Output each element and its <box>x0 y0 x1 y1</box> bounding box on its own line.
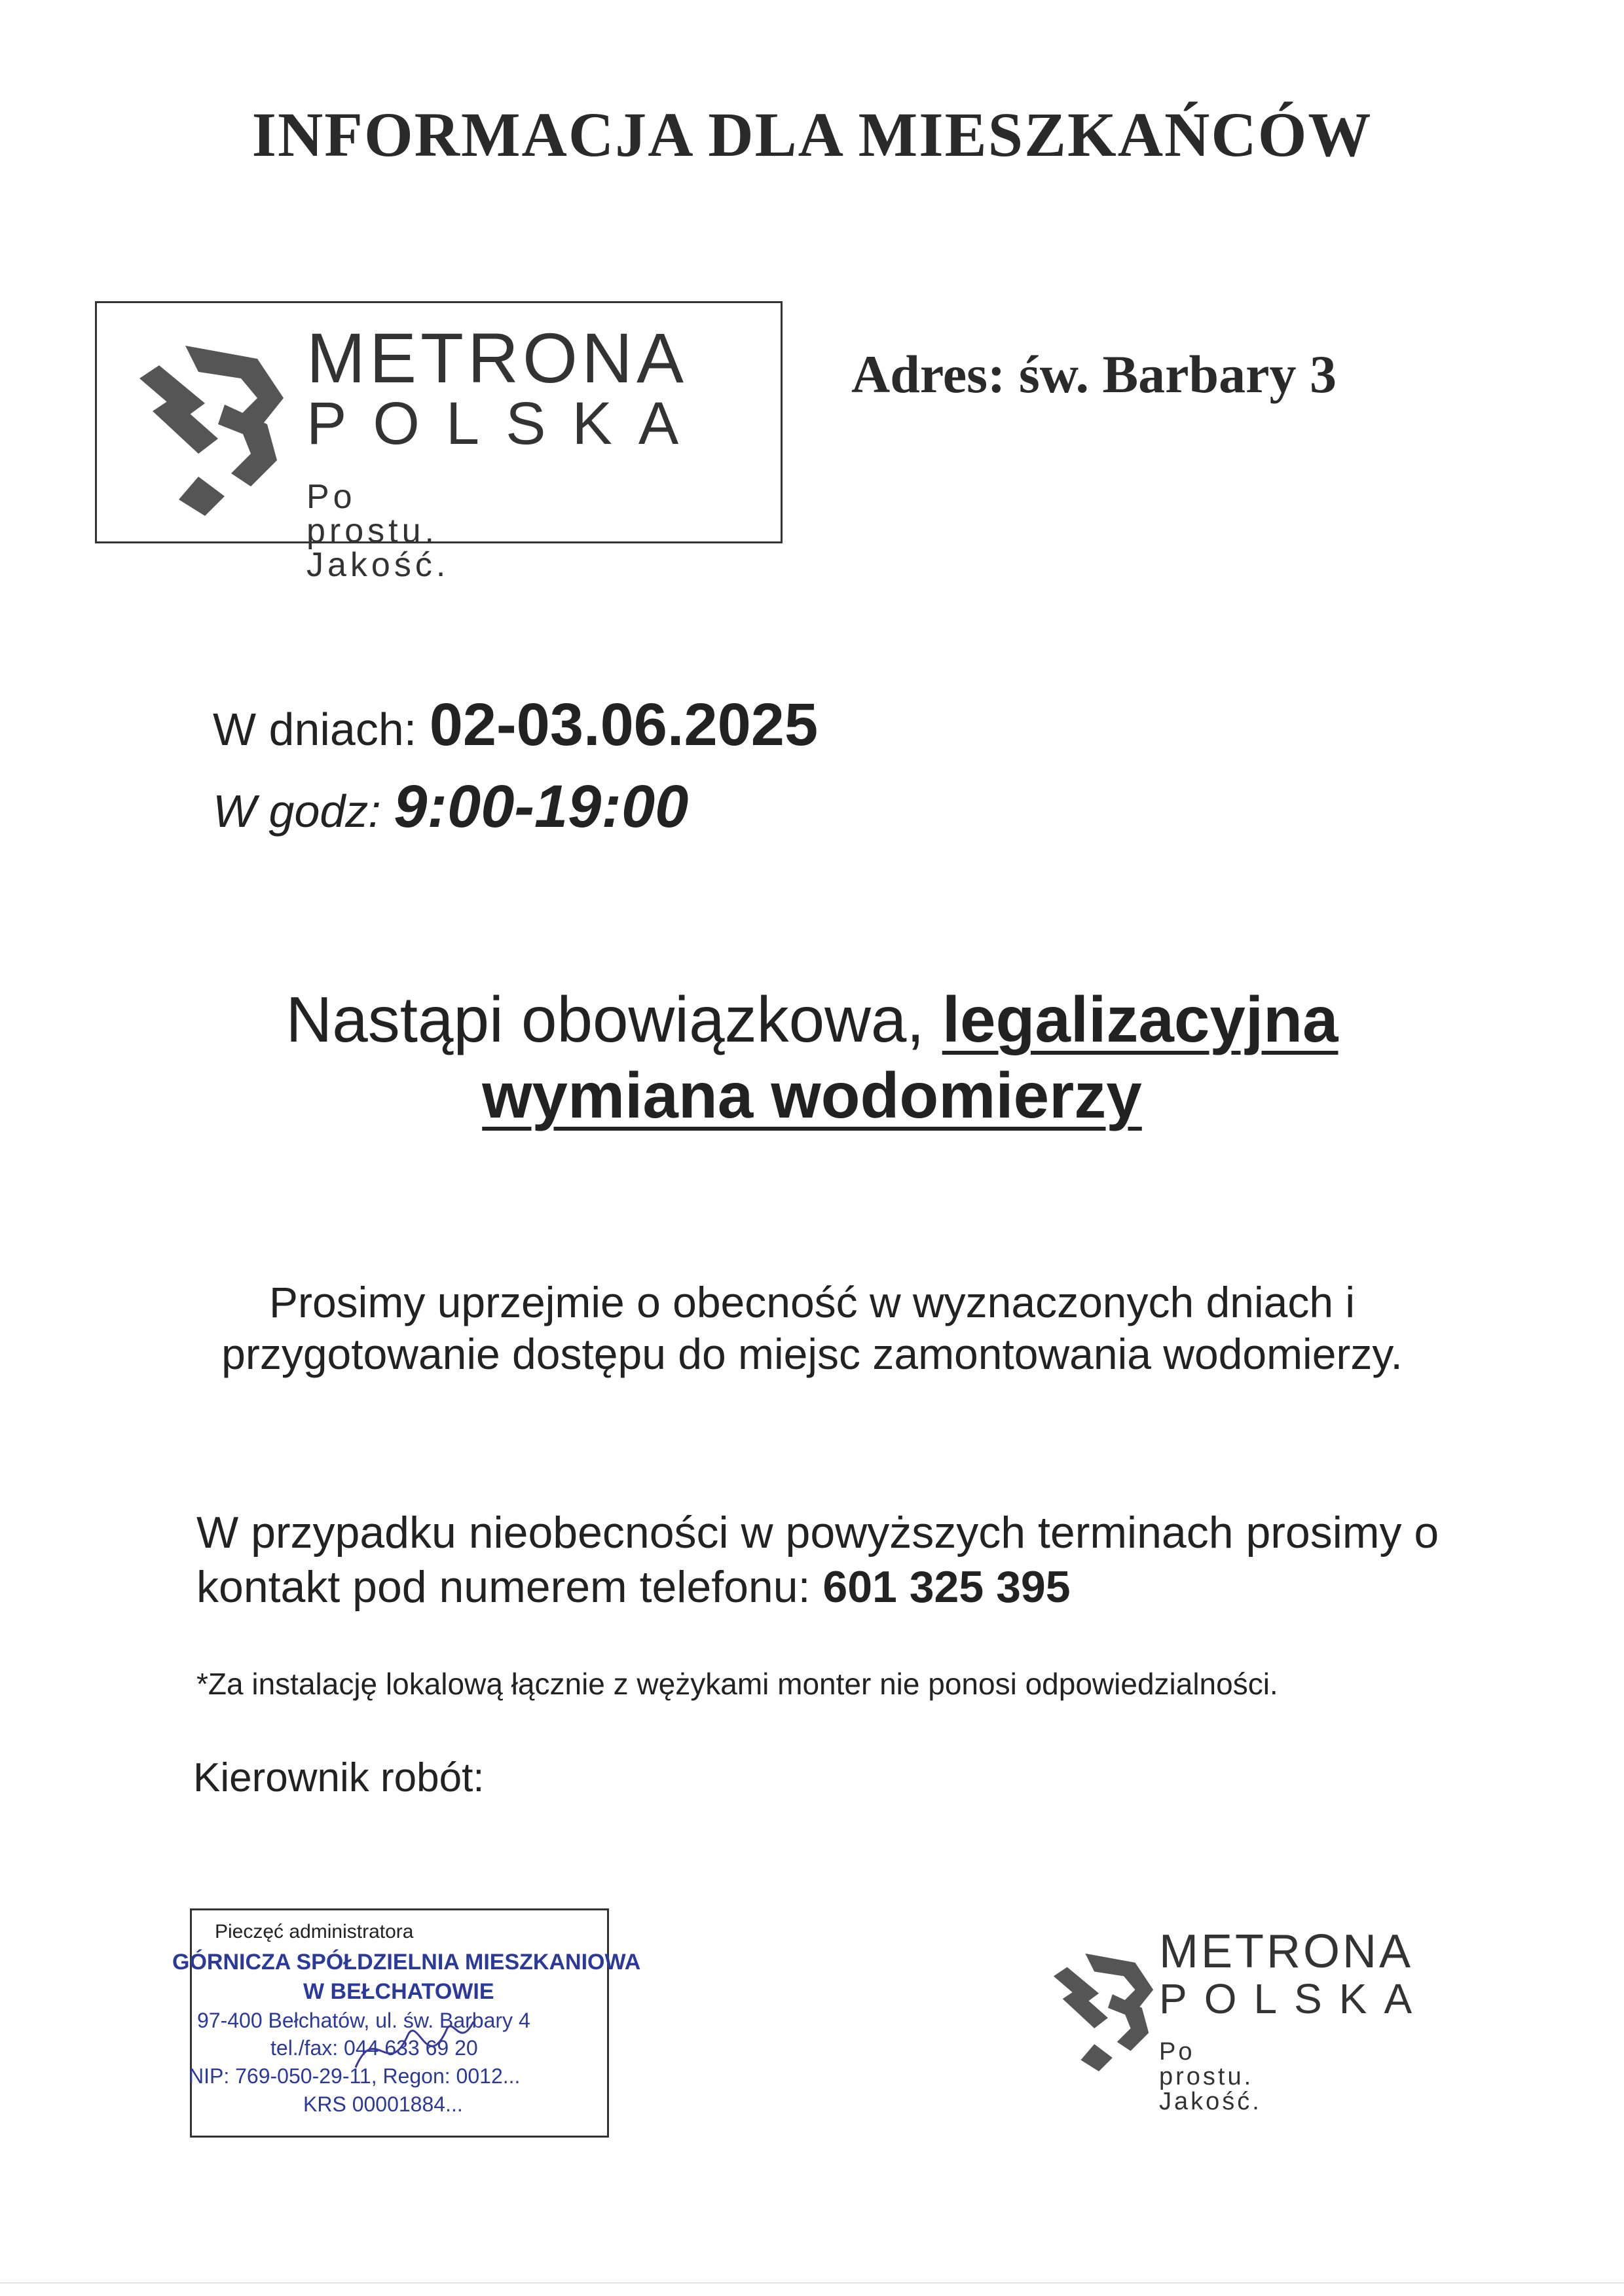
stamp-label: Pieczęć administratora <box>215 1921 414 1942</box>
stamp-line6: KRS 00001884... <box>303 2092 463 2116</box>
headline <box>0 982 1624 1133</box>
request-paragraph: Prosimy uprzejmie o obecność w wyznaczonych dniach i przygotowanie dostępu do miejsc zamontowania wodomierzy. <box>221 1278 1403 1379</box>
address: Adres: św. Barbary 3 <box>851 344 1337 404</box>
metrona-logo-mark-icon <box>126 319 297 516</box>
logo-brand-line2: POLSKA <box>1159 1975 1430 2022</box>
date-line <box>213 691 818 759</box>
date-label: W dniach: <box>213 704 417 755</box>
company-logo-box <box>95 301 783 584</box>
scan-edge-line <box>0 2282 1624 2284</box>
metrona-logo-mark-icon <box>1044 1935 1162 2072</box>
logo-slogan: Po prostu. Jakość. <box>306 478 450 584</box>
contact-text: W przypadku nieobecności w powyższych terminach prosimy o kontakt pod numerem telefonu: <box>196 1508 1439 1612</box>
headline-part3: wymiana wodomierzy <box>482 1059 1142 1131</box>
administrator-stamp <box>172 1908 641 2138</box>
stamp-line3: 97-400 Bełchatów, ul. św. Barbary 4 <box>197 2009 530 2032</box>
hours-value: 9:00-19:00 <box>394 773 689 840</box>
signer-label: Kierownik robót: <box>193 1755 485 1800</box>
page-title: INFORMACJA DLA MIESZKAŃCÓW <box>251 100 1373 170</box>
stamp-line5: NIP: 769-050-29-11, Regon: 0012... <box>189 2064 521 2088</box>
contact-phone: 601 325 395 <box>822 1561 1071 1612</box>
stamp-line2: W BEŁCHATOWIE <box>303 1979 494 2004</box>
signature-scribble-icon <box>349 2009 480 2087</box>
date-value: 02-03.06.2025 <box>429 691 819 758</box>
logo-slogan: Po prostu. Jakość. <box>1159 2038 1262 2115</box>
hours-label: W godz: <box>213 786 381 837</box>
headline-part1: Nastąpi obowiązkowa, <box>286 983 925 1055</box>
logo-brand-line1: METRONA <box>1159 1925 1413 1978</box>
hours-line <box>213 773 688 841</box>
logo-brand-line1: METRONA <box>306 318 688 397</box>
logo-brand-line2: POLSKA <box>306 390 705 457</box>
stamp-line4: tel./fax: 044 633 69 20 <box>270 2036 478 2060</box>
contact-paragraph <box>196 1506 1506 1614</box>
company-logo-bottom <box>1044 1922 1503 2115</box>
headline-part2: legalizacyjna <box>942 983 1338 1055</box>
liability-note: *Za instalację lokalową łącznie z wężykami monter nie ponosi odpowiedzialności. <box>196 1667 1278 1701</box>
stamp-line1: GÓRNICZA SPÓŁDZIELNIA MIESZKANIOWA <box>172 1950 641 1975</box>
